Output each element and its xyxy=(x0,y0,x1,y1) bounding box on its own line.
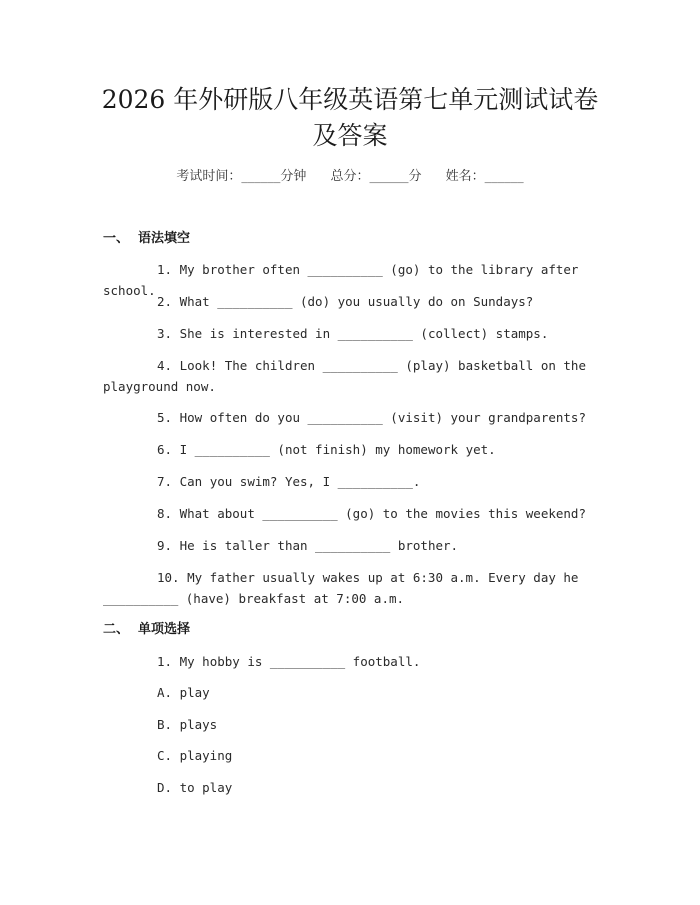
question-text: What __________ (do) you usually do on Sundays? xyxy=(179,294,534,309)
question-number: 6. xyxy=(157,442,173,457)
question-text: My brother often __________ (go) to the library after school. xyxy=(103,262,586,298)
option-b: B. plays xyxy=(157,717,218,732)
question-text: How often do you __________ (visit) your grandparents? xyxy=(179,410,586,425)
exam-info-row xyxy=(0,167,700,187)
section-heading-grammar xyxy=(103,230,190,248)
question-text: Can you swim? Yes, I __________. xyxy=(179,474,421,489)
option-a: A. play xyxy=(157,685,210,700)
question-text: My hobby is __________ football. xyxy=(179,654,421,669)
question-text: I __________ (not finish) my homework yet. xyxy=(179,442,496,457)
page-title-line-2: 及答案 xyxy=(312,121,388,150)
question-number: 3. xyxy=(157,326,173,341)
question-item xyxy=(103,651,593,672)
question-item xyxy=(103,355,593,397)
total-score-field: 总分：______分 xyxy=(330,169,422,184)
question-number: 5. xyxy=(157,410,173,425)
question-text: She is interested in __________ (collect) stamps. xyxy=(179,326,549,341)
section-number: 一、 xyxy=(103,231,130,246)
section-number: 二、 xyxy=(103,622,130,637)
option-c: C. playing xyxy=(157,748,233,763)
section-heading-multiple-choice xyxy=(103,621,190,639)
question-number: 4. xyxy=(157,358,173,373)
question-item xyxy=(103,323,593,344)
question-number: 7. xyxy=(157,474,173,489)
question-number: 9. xyxy=(157,538,173,553)
question-item xyxy=(103,503,593,524)
exam-time-field: 考试时间：______分钟 xyxy=(176,169,307,184)
option-d: D. to play xyxy=(157,780,233,795)
question-text: My father usually wakes up at 6:30 a.m. Every day he __________ (have) breakfast at 7:00 a.m. xyxy=(103,570,586,606)
section-title: 单项选择 xyxy=(138,622,191,637)
question-item xyxy=(103,291,593,312)
question-item xyxy=(103,439,593,460)
question-item xyxy=(103,535,593,556)
question-number: 1. xyxy=(157,654,173,669)
student-name-field: 姓名：______ xyxy=(445,169,524,184)
question-text: What about __________ (go) to the movies this weekend? xyxy=(179,506,586,521)
question-item xyxy=(103,471,593,492)
question-item xyxy=(103,567,593,609)
section-title: 语法填空 xyxy=(138,231,191,246)
question-text: Look! The children __________ (play) basketball on the playground now. xyxy=(103,358,594,394)
question-number: 10. xyxy=(157,570,180,585)
question-number: 1. xyxy=(157,262,173,277)
question-number: 8. xyxy=(157,506,173,521)
question-number: 2. xyxy=(157,294,173,309)
question-text: He is taller than __________ brother. xyxy=(179,538,459,553)
page-title-line-1: 2026 年外研版八年级英语第七单元测试试卷 xyxy=(101,85,599,114)
question-item xyxy=(103,407,593,428)
